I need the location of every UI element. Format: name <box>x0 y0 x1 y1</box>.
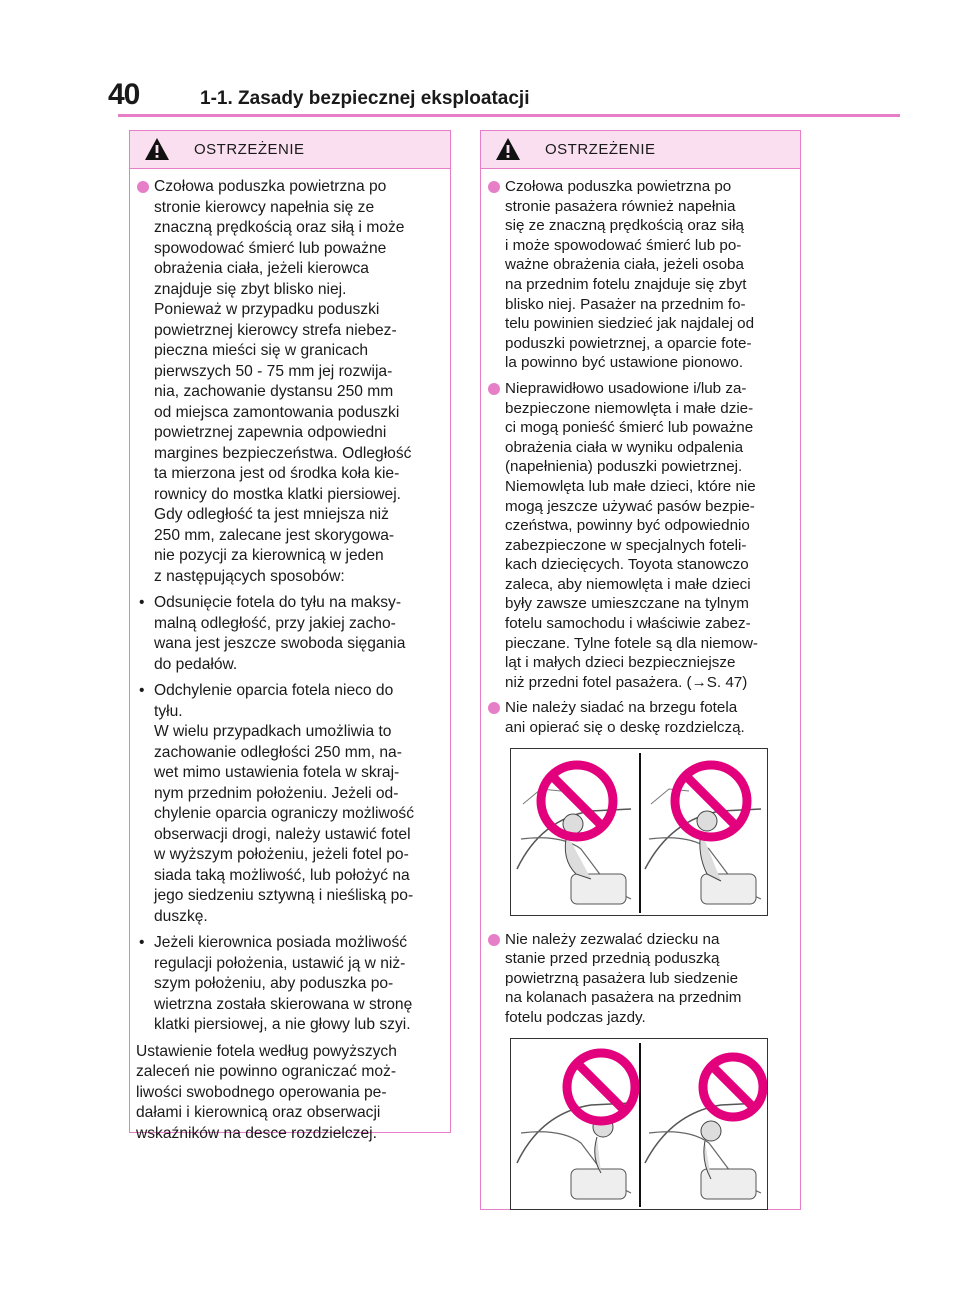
bullet-mark: • <box>139 682 145 699</box>
list-item <box>487 379 796 693</box>
bullet-dot-icon <box>137 181 149 193</box>
sub-bullet <box>136 933 446 1036</box>
item-text-body: Nieprawidłowo usadowione i/lub za- bezpieczone niemowlęta i małe dzie- ci mogą ponieść śmierć lub poważne obrażenia ciała w wyniku odpalenia (napełnienia) poduszki powietrznej. Niemowlęta lub małe dzieci, które nie mogą jeszcze używać pasów bezpie- czeństwa, powinny być odpowiednio zabezpieczone w specjalnych foteli- kach dziecięcych. Toyota stanowczo zaleca, aby niemowlęta i małe dzieci były zawsze umieszczane na tylnym fotelu samochodu i właściwie zabez- pieczane. Tylne fotele są dla niemow- ląt i małych dzieci bezpieczniejsze niż przedni fotel pasażera. ( <box>505 379 758 691</box>
warning-content <box>487 177 796 1224</box>
illustration-sitting-near-dashboard <box>510 748 768 916</box>
section-title: 1-1. Zasady bezpiecznej eksploatacji <box>200 88 530 109</box>
item-text: Czołowa poduszka powietrzna po stronie pasażera również napełnia się ze znaczną prędkością oraz siłą i może spowodować śmierć lub po- ważne obrażenia ciała, jeżeli osoba na przednim fotelu znajduje się zbyt blisko niej. Pasażer na przednim fo- telu powinien siedzieć jak najdalej od poduszki powietrznej, a oparcie fote- la powinno być ustawione pionowo. <box>505 178 755 372</box>
bullet-mark: • <box>139 934 145 951</box>
illustration-svg <box>511 1039 768 1210</box>
list-item <box>487 698 796 737</box>
item-text: Nie należy siadać na brzegu fotela ani opierać się o deskę rozdzielczą. <box>505 699 745 737</box>
page-reference: S. 47) <box>706 673 748 691</box>
item-text <box>505 379 796 693</box>
bullet-dot-icon <box>488 702 500 714</box>
prohibition-sign-icon <box>703 1057 763 1117</box>
arrow-right-icon: → <box>691 673 707 691</box>
warning-title: OSTRZEŻENIE <box>194 141 305 158</box>
warning-triangle-icon <box>144 137 170 161</box>
warning-triangle-icon <box>495 137 521 161</box>
sub-bullet-text: Odchylenie oparcia fotela nieco do tyłu. W wielu przypadkach umożliwia to zachowanie odległości 250 mm, na- wet mimo ustawienia fotela w skraj- nym przednim położeniu. Jeżeli od- chylenie oparcia ograniczy możliwość obserwacji drogi, należy ustawić fotel w wyższym położeniu, jeżeli fotel po- siada taką możliwość, lub położyć na jego siedzeniu sztywną i nieśliską po- duszkę. <box>154 682 415 925</box>
warning-box-right <box>480 130 801 1210</box>
prohibition-sign-icon <box>567 1053 635 1121</box>
warning-title: OSTRZEŻENIE <box>545 141 656 158</box>
sub-bullet <box>136 593 446 675</box>
page-header <box>0 0 960 120</box>
list-item <box>487 930 796 1028</box>
item-text: Nie należy zezwalać dziecku na stanie przed przednią poduszką powietrzną pasażera lub siedzenie na kolanach pasażera na przednim fotelu podczas jazdy. <box>505 930 742 1026</box>
list-item <box>136 177 446 587</box>
warning-box-left <box>129 130 451 1142</box>
sub-bullet-text: Jeżeli kierownica posiada możliwość regulacji położenia, ustawić ją w niż- szym położeniu, aby poduszka po- wietrzna została skierowana w stronę klatki piersiowej, a nie głowy lub szyi. <box>154 934 413 1033</box>
warning-heading-bar <box>130 131 450 169</box>
sub-bullet <box>136 681 446 927</box>
warning-heading-bar <box>481 131 800 169</box>
bullet-mark: • <box>139 594 145 611</box>
illustration-child-standing <box>510 1038 768 1210</box>
header-rule <box>118 114 900 117</box>
bullet-dot-icon <box>488 181 500 193</box>
page-number: 40 <box>108 78 140 111</box>
item-text: Czołowa poduszka powietrzna po stronie kierowcy napełnia się ze znaczną prędkością oraz siłą i może spowodować śmierć lub poważne obrażenia ciała, jeżeli kierowca znajduje się zbyt blisko niej. Ponieważ w przypadku poduszki powietrznej kierowcy strefa niebez- pieczna mieści się w granicach pierwszych 50 - 75 mm jej rozwija- nia, zachowanie dystansu 250 mm od miejsca zamontowania poduszki powietrznej zapewnia odpowiedni margines bezpieczeństwa. Odległość ta mierzona jest od środka koła kie- rownicy do mostka klatki piersiowej. Gdy odległość ta jest mniejsza niż 250 mm, zalecane jest skorygowa- nie pozycji za kierownicą w jeden z następujących sposobów: <box>154 178 412 585</box>
bullet-dot-icon <box>488 934 500 946</box>
bullet-dot-icon <box>488 383 500 395</box>
illustration-svg <box>511 749 768 916</box>
closing-paragraph: Ustawienie fotela według powyższych zaleceń nie powinno ograniczać moż- liwości swobodnego operowania pe- dałami i kierownicą oraz obserwacji wskaźników na desce rozdzielczej. <box>136 1042 397 1142</box>
sub-bullet-text: Odsunięcie fotela do tyłu na maksy- malną odległość, przy jakiej zacho- wana jest jeszcze swoboda sięgania do pedałów. <box>154 594 406 673</box>
list-item <box>487 177 796 373</box>
warning-content <box>136 177 446 1144</box>
